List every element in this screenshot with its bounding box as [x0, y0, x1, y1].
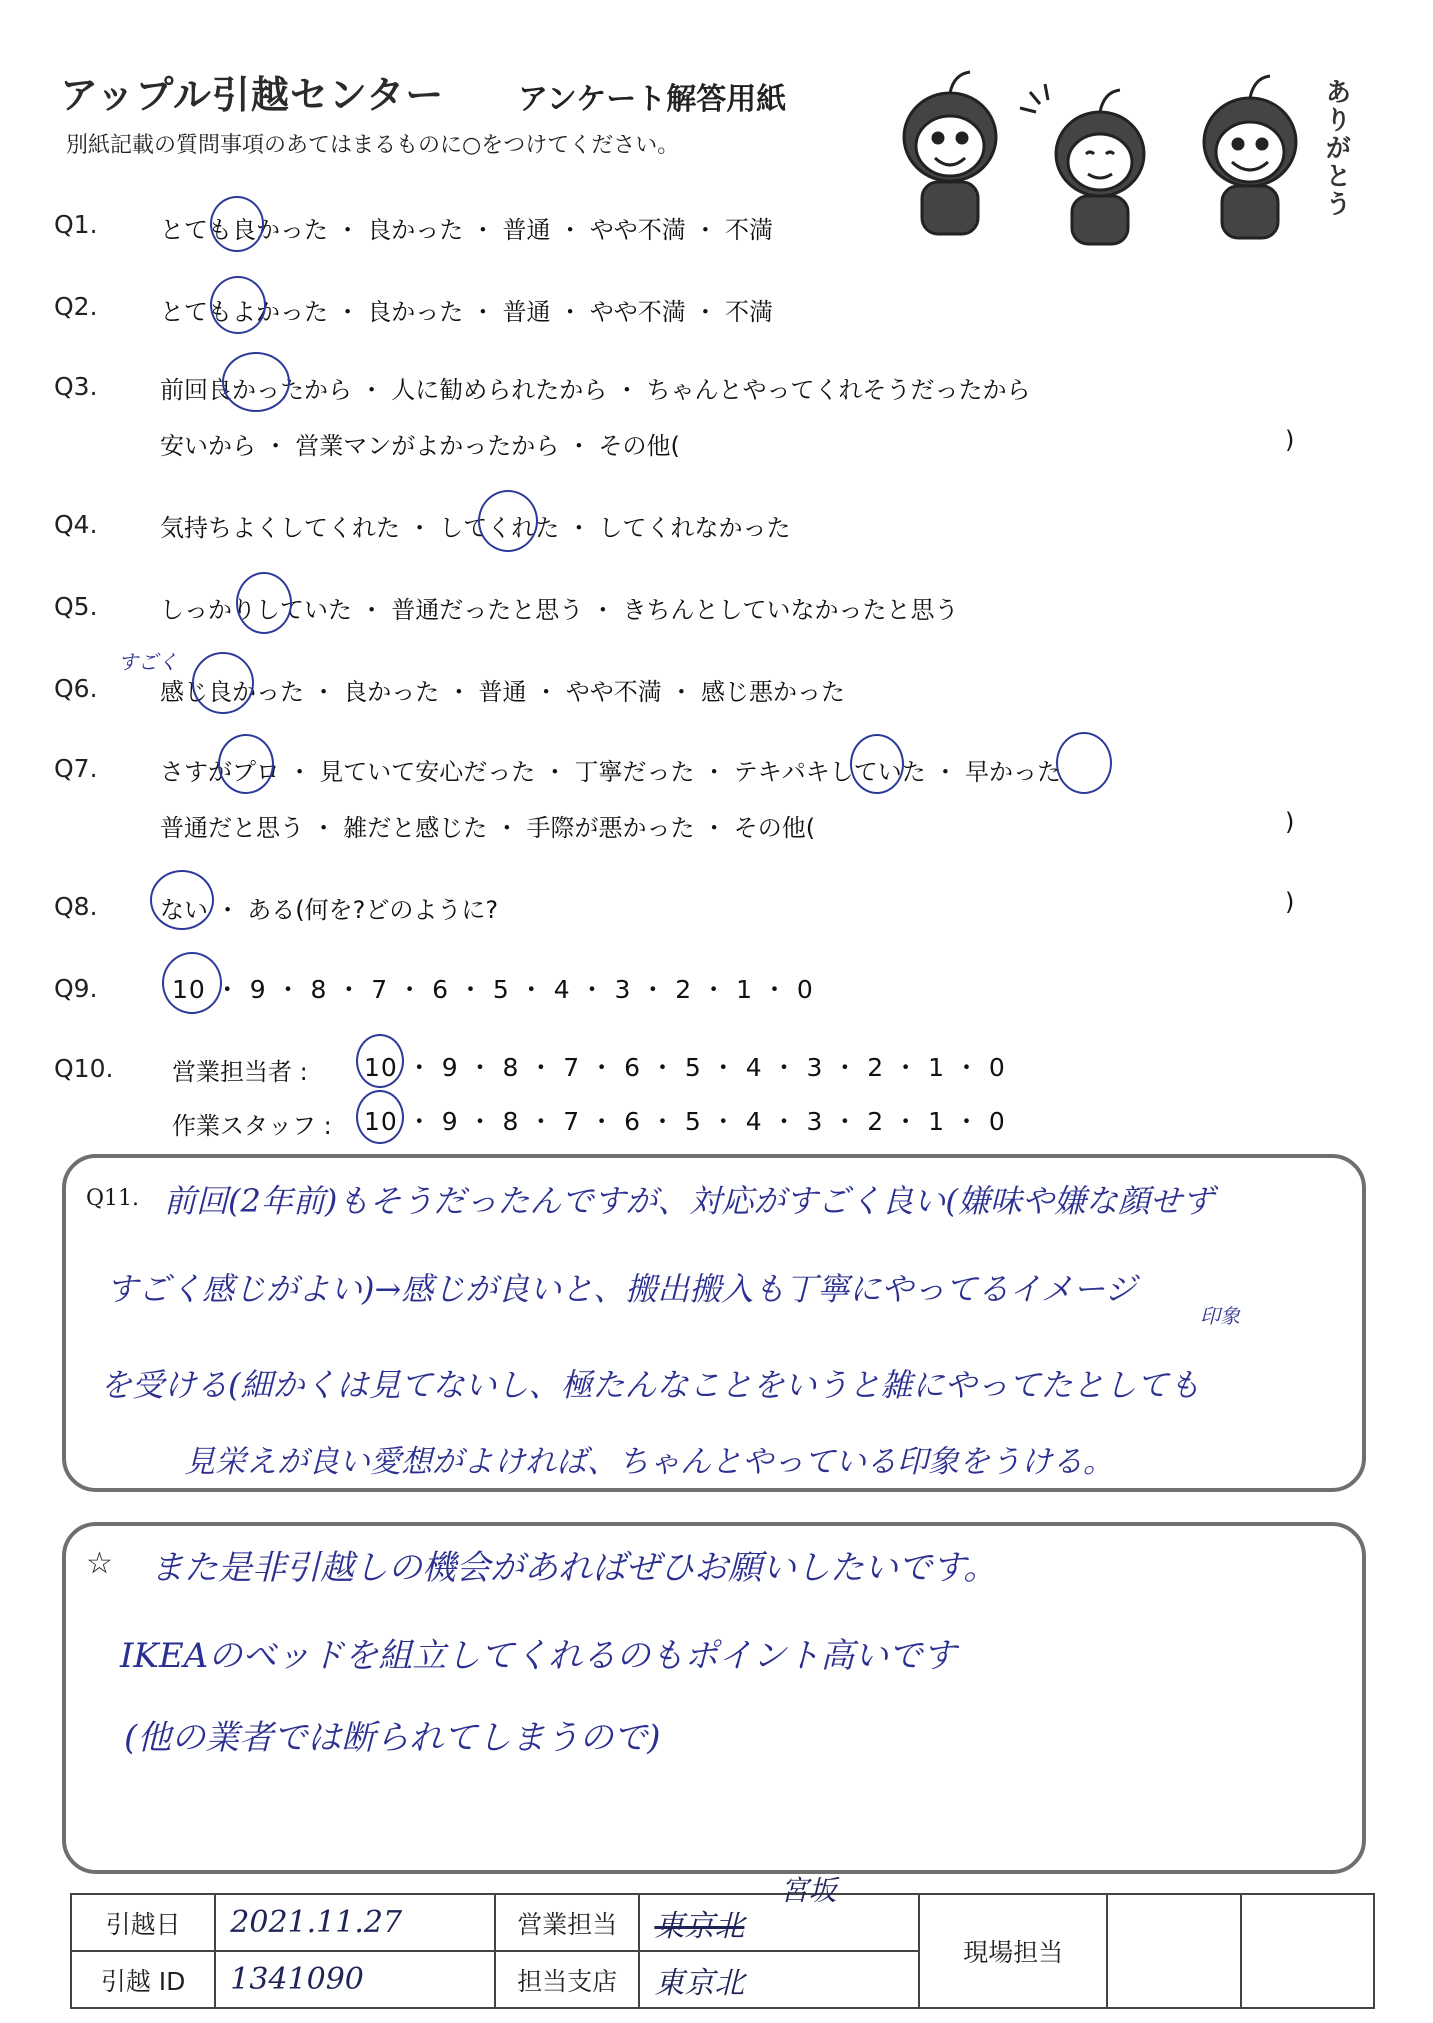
thanks-caption: ありがとう [1321, 78, 1351, 218]
q11-line-2: すごく感じがよい)→感じが良いと、搬出搬入も丁寧にやってるイメージ [106, 1270, 1137, 1308]
selection-circle [222, 352, 290, 412]
q10-staff-label: 作業スタッフ : [172, 1112, 332, 1140]
sales-rep-struck: 東京北 [654, 1908, 745, 1944]
q2-label: Q2. [54, 292, 98, 321]
q3-label: Q3. [54, 372, 98, 401]
selection-circle [1056, 732, 1112, 794]
q9-label: Q9. [54, 974, 98, 1003]
q7-label: Q7. [54, 754, 98, 783]
q1-options[interactable]: とても良かった ・ 良かった ・ 普通 ・ やや不満 ・ 不満 [160, 216, 774, 244]
q8-close-paren: ) [1285, 888, 1295, 916]
brand-name: アップル引越センター [60, 73, 445, 117]
move-id-value[interactable]: 1341090 [215, 1951, 495, 2008]
form-title: アンケート解答用紙 [518, 82, 787, 117]
q11-line-3: を受ける(細かくは見てないし、極たんなことをいうと雑にやってたとしても [100, 1366, 1201, 1404]
selection-circle [356, 1034, 404, 1088]
selection-circle [356, 1090, 404, 1144]
q3-close-paren: ) [1285, 426, 1295, 454]
q3-options-line1[interactable]: 前回良かったから ・ 人に勧められたから ・ ちゃんとやってくれそうだったから [160, 376, 1031, 404]
branch-label: 担当支店 [495, 1951, 639, 2008]
instruction-text: 別紙記載の質問事項のあてはまるものに○をつけてください。 [66, 133, 680, 158]
q6-label: Q6. [54, 674, 98, 703]
q11-insert-note: 印象 [1200, 1304, 1240, 1328]
move-date-value[interactable]: 2021.11.27 [215, 1894, 495, 1951]
site-rep-value-2[interactable] [1241, 1894, 1374, 2008]
site-rep-label: 現場担当 [919, 1894, 1107, 2008]
selection-circle [210, 196, 264, 252]
q7-close-paren: ) [1285, 808, 1295, 836]
q11-label: Q11. [86, 1186, 140, 1211]
move-date-label: 引越日 [71, 1894, 215, 1951]
handwritten-note: すごく [118, 650, 178, 674]
branch-value[interactable]: 東京北 [639, 1951, 919, 2008]
star-icon: ☆ [86, 1546, 113, 1581]
q4-label: Q4. [54, 510, 98, 539]
selection-circle [478, 490, 538, 552]
comment-line-2: IKEAのベッドを組立してくれるのもポイント高いです [120, 1636, 957, 1676]
comment-line-3: (他の業者では断られてしまうので) [124, 1718, 661, 1758]
q5-label: Q5. [54, 592, 98, 621]
q6-options[interactable]: 感じ良かった ・ 良かった ・ 普通 ・ やや不満 ・ 感じ悪かった [160, 678, 846, 706]
q8-label: Q8. [54, 892, 98, 921]
q7-options-line1[interactable]: さすがプロ ・ 見ていて安心だった ・ 丁寧だった ・ テキパキしていた ・ 早かった [160, 758, 1062, 786]
q3-options-line2[interactable]: 安いから ・ 営業マンがよかったから ・ その他( [160, 432, 680, 460]
comment-line-1: また是非引越しの機会があればぜひお願いしたいです。 [150, 1548, 998, 1588]
sales-rep-label: 営業担当 [495, 1894, 639, 1951]
site-rep-value-1[interactable] [1107, 1894, 1240, 2008]
sales-rep-added: 宮坂 [780, 1874, 837, 1907]
selection-circle [236, 572, 292, 634]
q1-label: Q1. [54, 210, 98, 239]
q4-options[interactable]: 気持ちよくしてくれた ・ してくれた ・ してくれなかった [160, 514, 791, 542]
monkey-mascot-icon [904, 72, 996, 234]
q11-line-1: 前回(2年前)もそうだったんですが、対応がすごく良い(嫌味や嫌な顔せず [164, 1182, 1214, 1220]
q8-options[interactable]: ない ・ ある(何を?どのように? [160, 896, 499, 924]
q7-options-line2[interactable]: 普通だと思う ・ 雑だと感じた ・ 手際が悪かった ・ その他( [160, 814, 816, 842]
selection-circle [192, 652, 254, 714]
selection-circle [210, 276, 266, 334]
monkey-mascot-icon [1020, 84, 1144, 244]
q10-sales-scale[interactable]: 10 ・ 9 ・ 8 ・ 7 ・ 6 ・ 5 ・ 4 ・ 3 ・ 2 ・ 1 ・ 0 [364, 1053, 1006, 1082]
q11-line-4: 見栄えが良い愛想がよければ、ちゃんとやっている印象をうける。 [184, 1444, 1114, 1480]
selection-circle [850, 734, 904, 794]
q10-label: Q10. [54, 1054, 114, 1083]
q2-options[interactable]: とてもよかった ・ 良かった ・ 普通 ・ やや不満 ・ 不満 [160, 298, 774, 326]
q9-scale[interactable]: 10 ・ 9 ・ 8 ・ 7 ・ 6 ・ 5 ・ 4 ・ 3 ・ 2 ・ 1 ・ 0 [172, 975, 814, 1004]
move-id-label: 引越 ID [71, 1951, 215, 2008]
monkey-mascot-icon [1204, 76, 1296, 238]
q5-options[interactable]: しっかりしていた ・ 普通だったと思う ・ きちんとしていなかったと思う [160, 596, 959, 624]
move-info-table [70, 1874, 1375, 2009]
q10-sales-label: 営業担当者 : [172, 1058, 308, 1086]
selection-circle [162, 952, 222, 1014]
mascot-illustration [880, 62, 1350, 252]
selection-circle [218, 734, 274, 794]
selection-circle [150, 870, 214, 930]
sales-rep-cell[interactable] [639, 1874, 919, 1951]
q10-staff-scale[interactable]: 10 ・ 9 ・ 8 ・ 7 ・ 6 ・ 5 ・ 4 ・ 3 ・ 2 ・ 1 ・ 0 [364, 1107, 1006, 1136]
